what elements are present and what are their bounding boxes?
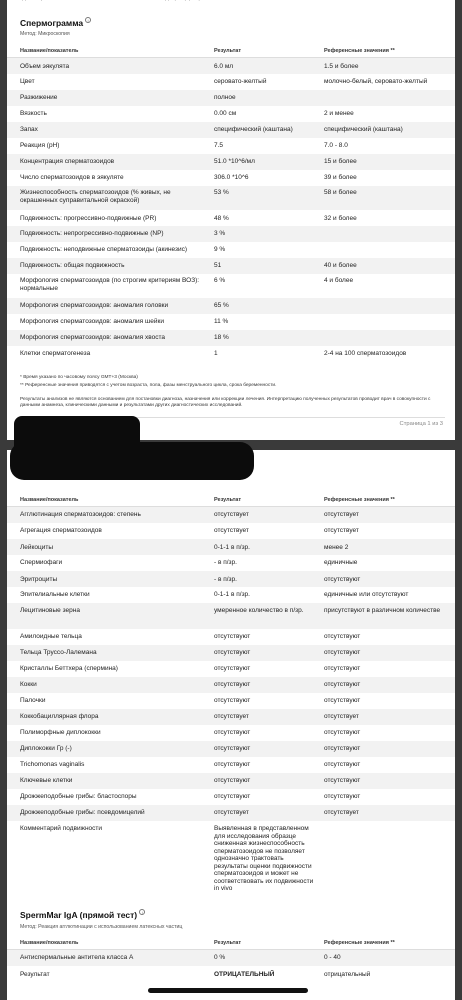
cell-name: Разжижение [20,94,58,101]
table-row [7,757,455,773]
cell-reference: отрицательный [324,971,371,978]
cell-reference: отсутствуют [324,729,361,736]
cell-name: Результат [20,971,50,978]
cell-name: Спермиофаги [20,559,63,566]
cell-result: Выявленная в представленном для исследования образце сниженная жизнеспособность сперматозоидов не позволяет однозначно трактовать результаты оценки подвижности сперматозоидов и может не соответствовать их подвижности in vivo [214,825,314,892]
table-row [7,603,455,629]
footnote-time: * Время указано по часовому поясу GMT+3 (Москва) [20,375,138,380]
table-row [7,122,455,138]
spermogram-title-text: Спермограмма [20,17,84,28]
cell-reference: 58 и более [324,189,357,196]
spermmar-title [20,909,145,920]
table-row [7,821,455,901]
cell-name: Жизнеспособность сперматозоидов (% живых, не окрашенных суправитальной окраской) [20,189,171,204]
cell-result: - в п/зр. [214,576,237,583]
table-row [7,226,455,242]
table-row [7,966,455,982]
cell-reference: отсутствуют [324,665,361,672]
table-row [7,74,455,90]
table-row [7,298,455,314]
page-number: Страница 1 из 3 [399,421,443,427]
cell-result: отсутствуют [214,633,251,640]
cell-result: 51.0 *10^6/мл [214,158,255,165]
table-row [7,507,455,523]
table-row [7,58,455,74]
cell-result: отсутствует [214,809,249,816]
table-header [7,44,455,58]
cell-result: 0-1-1 в п/зр. [214,591,250,598]
cell-result: 7.5 [214,142,224,149]
table-header-3 [7,936,455,950]
table-row [7,346,455,362]
cell-name: Агрегация сперматозоидов [20,527,102,534]
cell-name: Антиспермальные антитела класса А [20,954,134,961]
cell-name: Морфология сперматозоидов (по строгим критериям ВОЗ): нормальные [20,277,200,292]
cell-result: 65 % [214,302,229,309]
cell-name: Полиморфные диплококки [20,729,101,736]
table-row [7,170,455,186]
report-page-2 [7,450,455,1000]
cell-name: Объем эякулята [20,63,70,70]
cell-result: 11 % [214,318,229,325]
cell-result: 6 % [214,277,226,284]
cell-result: серовато-желтый [214,78,267,85]
spermmar-method: Метод: Реакция агглютинации с использованием латексных частиц [20,924,183,930]
cell-reference: единичные [324,559,358,566]
cell-reference: отсутствуют [324,745,361,752]
table-row [7,805,455,821]
material-label [15,0,59,1]
cell-name: Ключевые клетки [20,777,73,784]
cell-result: 53 % [214,189,229,196]
cell-name: Цвет [20,78,35,85]
spermmar-title-text: SpermMar IgA (прямой тест) [20,909,138,920]
cell-result: 18 % [214,334,229,341]
cell-name: Запах [20,126,38,133]
cell-name: Коккобациллярная флора [20,713,99,720]
table-header-2 [7,493,455,507]
cell-name: Число сперматозоидов в эякуляте [20,174,124,181]
table-row [7,555,455,571]
cell-name: Амилоидные тельца [20,633,82,640]
disclaimer: Результаты анализов не являются основанием для постановки диагноза, назначения или коррекции лечения. Интерпретацию полученных результатов проводит врач в совокупности с данными анамнеза, клиническими данными и результатами других диагностических исследований. [20,397,431,408]
table-row [7,154,455,170]
table-row [7,789,455,805]
cell-name: Лейкоциты [20,544,54,551]
cell-reference: отсутствует [324,511,359,518]
table-row [7,523,455,539]
cell-reference: отсутствуют [324,761,361,768]
cell-result: отсутствуют [214,761,251,768]
table-row [7,571,455,587]
cell-name: Палочки [20,697,46,704]
cell-reference: присутствуют в различном количестве [324,607,441,614]
table-row [7,138,455,154]
header-name-3: Название/показатель [20,940,79,946]
table-row [7,258,455,274]
cell-result: отсутствует [214,713,249,720]
cell-reference: 15 и более [324,158,357,165]
cell-name: Trichomonas vaginalis [20,761,85,768]
table-row [7,314,455,330]
cell-name: Кристаллы Беттхера (спермина) [20,665,118,672]
validation-label [151,0,202,1]
cell-result: полное [214,94,236,101]
cell-reference: отсутствует [324,527,359,534]
cell-name: Диплококки Гр (-) [20,745,72,752]
home-indicator [148,988,308,993]
cell-reference: молочно-белый, серовато-желтый [324,78,428,85]
table-row [7,645,455,661]
cell-name: Эритроциты [20,576,58,583]
cell-name: Подвижность: общая подвижность [20,262,125,269]
top-meta-line [15,0,292,1]
table-row [7,587,455,603]
table-row [7,539,455,555]
info-circle-icon: i [139,909,145,915]
header-name: Название/показатель [20,48,79,54]
cell-reference: отсутствует [324,713,359,720]
table-row [7,725,455,741]
cell-reference: 4 и более [324,277,354,284]
cell-name: Лецитиновые зерна [20,607,80,614]
table-row [7,709,455,725]
cell-result: 1 [214,350,218,357]
info-circle-icon: i [85,17,91,23]
cell-reference: 2-4 на 100 сперматозоидов [324,350,407,357]
cell-name: Тельца Труссо-Лалемана [20,649,97,656]
cell-name: Морфология сперматозоидов: аномалия хвоста [20,334,166,341]
cell-reference: 7.0 - 8.0 [324,142,348,149]
redaction-block [10,442,254,480]
table-row [7,90,455,106]
table-row [7,677,455,693]
cell-result: 0.00 см [214,110,237,117]
cell-result: 3 % [214,230,226,237]
cell-reference: отсутствуют [324,793,361,800]
cell-reference: отсутствуют [324,633,361,640]
cell-result: специфический (каштана) [214,126,293,133]
cell-reference: 32 и более [324,215,357,222]
cell-reference: отсутствуют [324,649,361,656]
cell-reference: 40 и более [324,262,357,269]
cell-reference: менее 2 [324,544,349,551]
cell-name: Кокки [20,681,37,688]
cell-reference: 1.5 и более [324,63,359,70]
cell-reference: отсутствуют [324,697,361,704]
cell-reference: 39 и более [324,174,357,181]
cell-result: 0-1-1 в п/зр. [214,544,250,551]
cell-result: отсутствуют [214,649,251,656]
spermogram-title [20,17,91,28]
header-result-3: Результат [214,940,242,946]
header-name-2: Название/показатель [20,497,79,503]
cell-result: 6.0 мл [214,63,234,70]
cell-name: Морфология сперматозоидов: аномалия головки [20,302,169,309]
header-result-2: Результат [214,497,242,503]
cell-name: Подвижность: неподвижные сперматозоиды (акинезис) [20,246,188,253]
header-reference-2: Референсные значения ** [324,497,395,503]
cell-name: Клетки сперматогенеза [20,350,91,357]
cell-reference: отсутствуют [324,777,361,784]
cell-result: ОТРИЦАТЕЛЬНЫЙ [214,971,275,978]
table-row [7,106,455,122]
cell-reference: отсутствуют [324,576,361,583]
cell-name: Реакция (pH) [20,142,60,149]
cell-name: Эпителиальные клетки [20,591,90,598]
cell-name: Дрожжеподобные грибы: бластоспоры [20,793,137,800]
cell-name: Подвижность: прогрессивно-подвижные (PR) [20,215,157,222]
cell-result: 0 % [214,954,226,961]
cell-result: отсутствует [214,527,249,534]
table-row [7,210,455,226]
cell-reference: 0 - 40 [324,954,341,961]
cell-result: отсутствует [214,511,249,518]
cell-reference: специфический (каштана) [324,126,403,133]
cell-result: отсутствуют [214,793,251,800]
cell-reference: 2 и менее [324,110,354,117]
cell-name: Морфология сперматозоидов: аномалия шейки [20,318,164,325]
table-row [7,242,455,258]
header-reference: Референсные значения ** [324,48,395,54]
cell-name: Концентрация сперматозоидов [20,158,115,165]
report-page-1 [7,0,455,440]
table-row [7,629,455,645]
cell-name: Агглютинация сперматозоидов: степень [20,511,141,518]
table-row [7,661,455,677]
cell-result: 9 % [214,246,226,253]
cell-result: 51 [214,262,222,269]
cell-name: Дрожжеподобные грибы: псевдомицелий [20,809,145,816]
spermogram-method: Метод: Микроскопия [20,31,70,37]
cell-reference: единичные или отсутствуют [324,591,409,598]
table-row [7,330,455,346]
table-row [7,950,455,966]
table-row [7,741,455,757]
cell-result: умеренное количество в п/зр. [214,607,304,614]
table-row [7,773,455,789]
cell-name: Подвижность: непрогрессивно-подвижные (NP) [20,230,164,237]
cell-result: отсутствуют [214,777,251,784]
cell-result: отсутствуют [214,729,251,736]
cell-result: отсутствуют [214,681,251,688]
header-reference-3: Референсные значения ** [324,940,395,946]
cell-result: отсутствуют [214,745,251,752]
table-row [7,186,455,210]
footnote-reference: ** Референсные значения приводятся с учетом возраста, пола, фазы менструального цикла, срока беременности. [20,383,277,388]
cell-result: отсутствуют [214,665,251,672]
cell-result: 306.0 *10^6 [214,174,249,181]
cell-result: - в п/зр. [214,559,237,566]
table-row [7,693,455,709]
header-result: Результат [214,48,242,54]
cell-result: 48 % [214,215,229,222]
cell-name: Комментарий подвижности [20,825,103,832]
cell-name: Вязкость [20,110,47,117]
cell-reference: отсутствуют [324,681,361,688]
cell-reference: отсутствует [324,809,359,816]
cell-result: отсутствуют [214,697,251,704]
table-row [7,274,455,298]
